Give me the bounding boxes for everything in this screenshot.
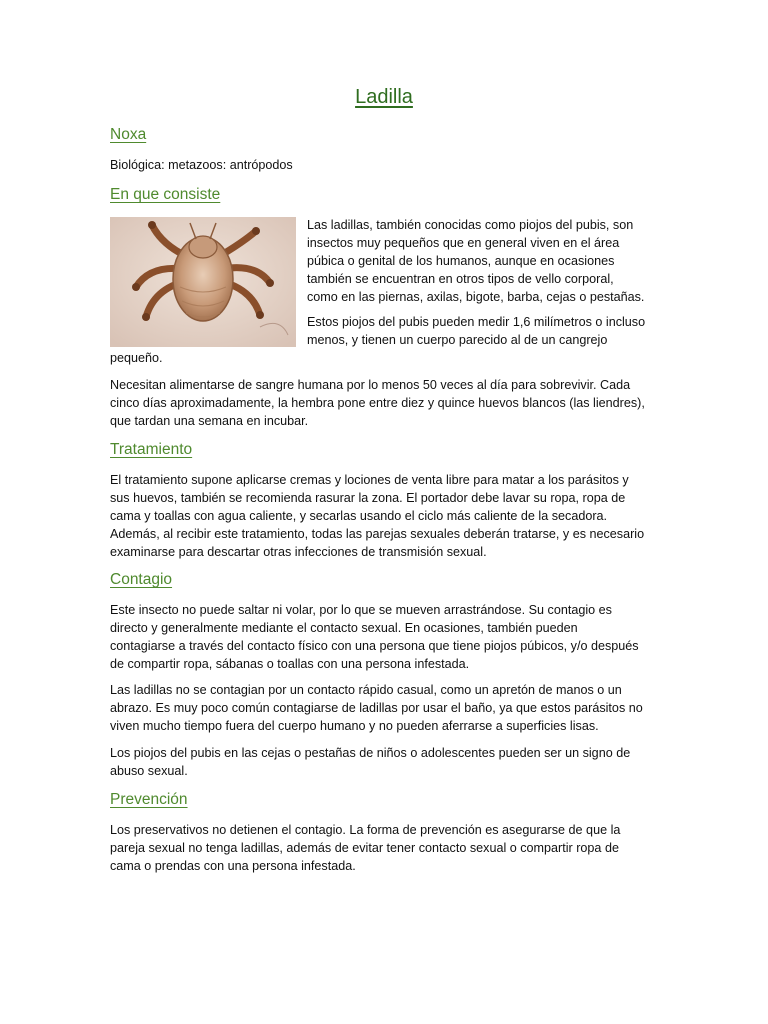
- text-line: de compartir ropa, sábanas o toallas con una persona infestada.: [110, 657, 470, 671]
- text-line: como en las piernas, axilas, bigote, barba, cejas o pestañas.: [307, 290, 645, 304]
- text-line: sus huevos, también se recomienda rasurar la zona. El portador debe lavar su ropa, ropa de: [110, 491, 626, 505]
- text-line: cinco días aproximadamente, la hembra pone entre diez y quince huevos blancos (las liendres),: [110, 396, 645, 410]
- page-title: Ladilla: [355, 86, 413, 108]
- contagio-paragraph-2: [110, 681, 658, 735]
- crab-louse-illustration: [110, 217, 296, 347]
- text-line: abrazo. Es muy poco común contagiarse de ladillas por usar el baño, ya que estos parásitos no: [110, 701, 643, 715]
- text-line: Este insecto no puede saltar ni volar, por lo que se mueven arrastrándose. Su contagio es: [110, 603, 612, 617]
- heading-prevencion: Prevención: [110, 791, 188, 808]
- consiste-paragraph-1: [307, 216, 657, 306]
- text-line: examinarse para descartar otras infecciones de transmisión sexual.: [110, 545, 487, 559]
- text-line: directo y generalmente mediante el contacto sexual. En ocasiones, también pueden: [110, 621, 578, 635]
- text-line: menos, y tienen un cuerpo parecido al de un cangrejo: [307, 333, 608, 347]
- text-line: viven mucho tiempo fuera del cuerpo humano y no pueden aferrarse a superficies lisas.: [110, 719, 599, 733]
- text-line: contagiarse a través del contacto físico con una persona que tiene piojos púbicos, y/o después: [110, 639, 639, 653]
- text-line: púbica o genital de los humanos, aunque en ocasiones: [307, 254, 615, 268]
- text-line: Las ladillas, también conocidas como piojos del pubis, son: [307, 218, 634, 232]
- text-line: Además, al recibir este tratamiento, todas las parejas sexuales deberán tratarse, y es necesario: [110, 527, 645, 541]
- heading-tratamiento: Tratamiento: [110, 441, 193, 458]
- text-line: cama y toallas con agua caliente, y secarlas usando el ciclo más caliente de la secadora.: [110, 509, 608, 523]
- contagio-paragraph-1: [110, 601, 658, 673]
- text-line: pequeño.: [110, 351, 163, 365]
- contagio-paragraph-3: [110, 744, 658, 780]
- text-line: Necesitan alimentarse de sangre humana por lo menos 50 veces al día para sobrevivir. Cada: [110, 378, 631, 392]
- consiste-paragraph-2a: [307, 313, 657, 349]
- text-line: cama o prendas con una persona infestada.: [110, 859, 356, 873]
- consiste-paragraph-3: [110, 376, 658, 430]
- text-line: que tardan una semana en incubar.: [110, 414, 309, 428]
- text-line: pareja sexual no tenga ladillas, además de evitar tener contacto sexual o compartir ropa de: [110, 841, 619, 855]
- text-line: Las ladillas no se contagian por un contacto rápido casual, como un apretón de manos o un: [110, 683, 622, 697]
- prevencion-paragraph-1: [110, 821, 658, 875]
- consiste-paragraph-2b: [110, 349, 658, 367]
- text-line: insectos muy pequeños que en general viven en el área: [307, 236, 620, 250]
- noxa-text: Biológica: metazoos: antrópodos: [110, 158, 293, 172]
- text-line: Estos piojos del pubis pueden medir 1,6 milímetros o incluso: [307, 315, 646, 329]
- heading-contagio: Contagio: [110, 571, 173, 588]
- text-line: Los piojos del pubis en las cejas o pestañas de niños o adolescentes pueden ser un signo de: [110, 746, 631, 760]
- text-line: también se encuentran en otros tipos de vello corporal,: [307, 272, 614, 286]
- text-line: Los preservativos no detienen el contagio. La forma de prevención es asegurarse de que la: [110, 823, 621, 837]
- tratamiento-paragraph-1: [110, 471, 658, 561]
- heading-noxa: Noxa: [110, 126, 147, 143]
- text-line: El tratamiento supone aplicarse cremas y lociones de venta libre para matar a los parásitos y: [110, 473, 629, 487]
- heading-en-que-consiste: En que consiste: [110, 186, 221, 203]
- text-line: abuso sexual.: [110, 764, 188, 778]
- crab-louse-photo: [110, 217, 296, 347]
